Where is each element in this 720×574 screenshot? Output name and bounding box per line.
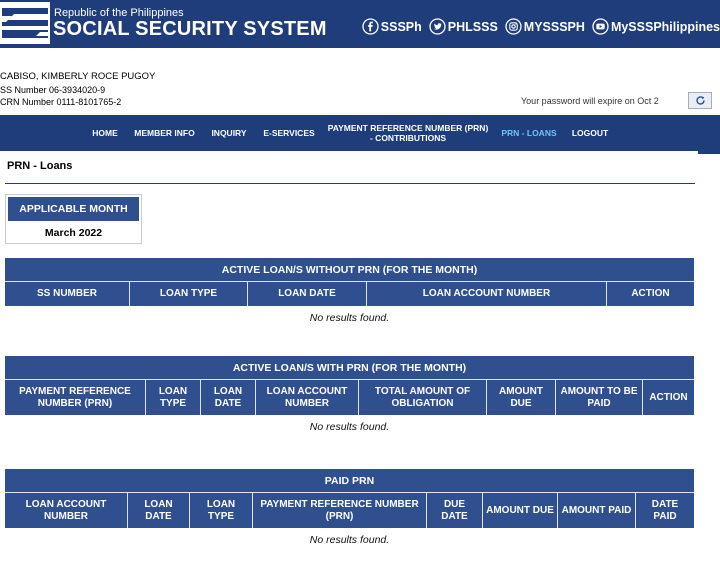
youtube-icon <box>592 18 609 35</box>
crn-number-row <box>0 96 155 109</box>
twitter-icon <box>429 18 446 35</box>
ss-number-value: 06-3934020-9 <box>49 84 106 95</box>
col-loan-type: LOAN TYPE <box>130 282 248 306</box>
col-total-obligation: TOTAL AMOUNT OF OBLIGATION <box>359 380 487 415</box>
refresh-button[interactable] <box>688 92 712 109</box>
col-due-date: DUE DATE <box>427 493 483 528</box>
social-twitter-label: PHLSSS <box>447 19 498 34</box>
nav-notch <box>698 151 720 154</box>
empty-message: No results found. <box>309 534 390 546</box>
empty-message: No results found. <box>309 421 390 433</box>
table-active-loans-without-prn <box>5 258 694 324</box>
social-instagram-label: MYSSSPH <box>523 19 585 34</box>
table-caption: ACTIVE LOAN/S WITH PRN (FOR THE MONTH) <box>5 356 694 380</box>
applicable-month-value: March 2022 <box>44 227 103 239</box>
main-nav <box>0 115 720 151</box>
crn-number-label: CRN Number <box>0 97 55 107</box>
col-ss-number: SS NUMBER <box>5 282 130 306</box>
header-banner <box>0 0 720 48</box>
social-twitter[interactable] <box>429 18 498 35</box>
member-name: CABISO, KIMBERLY ROCE PUGOY <box>0 71 156 82</box>
ss-number-row <box>0 84 155 97</box>
col-loan-type: LOAN TYPE <box>146 380 201 415</box>
col-amount-due: AMOUNT DUE <box>487 380 556 415</box>
password-expiry-notice: Your password will expire on Oct 2 <box>521 96 659 106</box>
nav-home[interactable]: HOME <box>92 128 118 138</box>
col-loan-date: LOAN DATE <box>201 380 256 415</box>
crn-number-value: 0111-8101765-2 <box>56 97 122 107</box>
ss-number-label: SS Number <box>0 84 47 95</box>
table-active-loans-with-prn <box>5 356 694 433</box>
table-caption: ACTIVE LOAN/S WITHOUT PRN (FOR THE MONTH) <box>5 258 694 282</box>
col-loan-date: LOAN DATE <box>248 282 367 306</box>
social-links <box>355 18 720 35</box>
nav-inquiry[interactable]: INQUIRY <box>211 128 247 138</box>
col-loan-date: LOAN DATE <box>128 493 190 528</box>
table-paid-prn <box>5 469 694 546</box>
table-caption: PAID PRN <box>5 469 694 493</box>
account-info <box>0 71 155 109</box>
table-header-row <box>5 380 694 415</box>
col-action: ACTION <box>649 391 688 403</box>
refresh-icon <box>695 95 706 106</box>
col-amount-to-be-paid: AMOUNT TO BE PAID <box>556 380 643 415</box>
col-date-paid: DATE PAID <box>651 498 679 522</box>
col-prn: PAYMENT REFERENCE NUMBER (PRN) <box>5 380 146 415</box>
col-amount-paid: AMOUNT PAID <box>558 493 636 528</box>
col-action: ACTION <box>631 288 670 299</box>
social-instagram[interactable] <box>505 18 585 35</box>
col-amount-due: AMOUNT DUE <box>483 493 558 528</box>
instagram-icon <box>505 18 522 35</box>
nav-member-info[interactable]: MEMBER INFO <box>134 128 195 138</box>
col-loan-account-number: LOAN ACCOUNT NUMBER <box>256 380 359 415</box>
title-divider <box>5 183 695 184</box>
col-prn: PAYMENT REFERENCE NUMBER (PRN) <box>253 493 427 528</box>
nav-logout[interactable]: LOGOUT <box>571 128 609 138</box>
sss-logo <box>0 2 50 44</box>
nav-prn-loans[interactable]: PRN - LOANS <box>501 128 557 138</box>
header-subtitle: Republic of the Philippines <box>54 7 184 19</box>
applicable-month-box <box>5 194 142 244</box>
empty-message: No results found. <box>309 312 390 324</box>
table-header-row <box>5 282 694 306</box>
col-loan-account-number: LOAN ACCOUNT NUMBER <box>367 282 607 306</box>
col-loan-account-number: LOAN ACCOUNT NUMBER <box>5 493 128 528</box>
table-header-row <box>5 493 694 528</box>
col-loan-type: LOAN TYPE <box>190 493 253 528</box>
header-title: SOCIAL SECURITY SYSTEM <box>53 18 327 40</box>
social-youtube[interactable] <box>592 18 720 35</box>
page-title: PRN - Loans <box>7 160 73 172</box>
social-youtube-label: MySSSPhilippines <box>610 19 720 34</box>
nav-prn-contributions[interactable]: PAYMENT REFERENCE NUMBER (PRN) - CONTRIBUTIONS <box>327 123 489 143</box>
social-facebook-label: SSSPh <box>380 19 422 34</box>
facebook-icon <box>362 18 379 35</box>
nav-e-services[interactable]: E-SERVICES <box>263 128 315 138</box>
social-facebook[interactable] <box>362 18 422 35</box>
applicable-month-label: APPLICABLE MONTH <box>8 197 139 221</box>
